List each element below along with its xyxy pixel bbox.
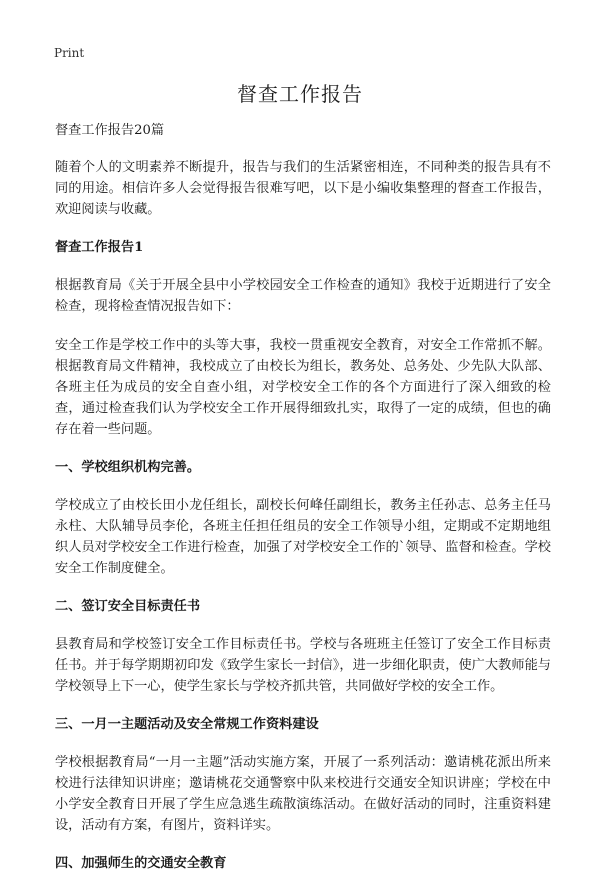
paragraph-2: 安全工作是学校工作中的头等大事，我校一贯重视安全教育，对安全工作常抓不解。根据教育局文件精神，我校成立了由校长为组长，教务处、总务处、少先队大队部、各班主任为成员的安全自查小组，对学校安全工作的各个方面进行了深入细致的检查，通过检查我们认为学校安全工作开展得细致扎实，取得了一定的成绩，但也的确存在着一些问题。 bbox=[55, 338, 551, 437]
document-title: 督查工作报告 bbox=[237, 82, 363, 106]
document-subtitle: 督查工作报告20篇 bbox=[55, 123, 165, 138]
heading-4: 四、加强师生的交通安全教育 bbox=[55, 856, 227, 871]
paragraph-3: 学校成立了由校长田小龙任组长，副校长何峰任副组长，教务主任孙志、总务主任马永柱、大队辅导员李伦，各班主任担任组员的安全工作领导小组，定期或不定期地组织人员对学校安全工作进行检查，加强了对学校安全工作的`领导、监督和检查。学校安全工作制度健全。 bbox=[55, 498, 551, 576]
paragraph-5: 学校根据教育局“一月一主题”活动实施方案，开展了一系列活动：邀请桃花派出所来校进行法律知识讲座；邀请桃花交通警察中队来校进行交通安全知识讲座；学校在中小学安全教育日开展了学生应急逃生疏散演练活动。在做好活动的同时，注重资料建设，活动有方案，有图片，资料详实。 bbox=[55, 755, 551, 833]
paragraph-4: 县教育局和学校签订安全工作目标责任书。学校与各班班主任签订了安全工作目标责任书。并于每学期期初印发《致学生家长一封信》，进一步细化职责，使广大教师能与学校领导上下一心，使学生家长与学校齐抓共管，共同做好学校的安全工作。 bbox=[55, 637, 551, 694]
section-title: 督查工作报告1 bbox=[55, 240, 144, 255]
intro-paragraph: 随着个人的文明素养不断提升，报告与我们的生活紧密相连，不同种类的报告具有不同的用途。相信许多人会觉得报告很难写吧，以下是小编收集整理的督查工作报告，欢迎阅读与收藏。 bbox=[55, 160, 551, 217]
print-label: Print bbox=[54, 46, 85, 60]
heading-2: 二、签订安全目标责任书 bbox=[55, 599, 201, 614]
heading-1: 一、学校组织机构完善。 bbox=[55, 460, 201, 475]
heading-3: 三、一月一主题活动及安全常规工作资料建设 bbox=[55, 717, 319, 732]
paragraph-1: 根据教育局《关于开展全县中小学校园安全工作检查的通知》我校于近期进行了安全检查，现将检查情况报告如下： bbox=[55, 278, 551, 314]
document-body bbox=[55, 121, 551, 891]
